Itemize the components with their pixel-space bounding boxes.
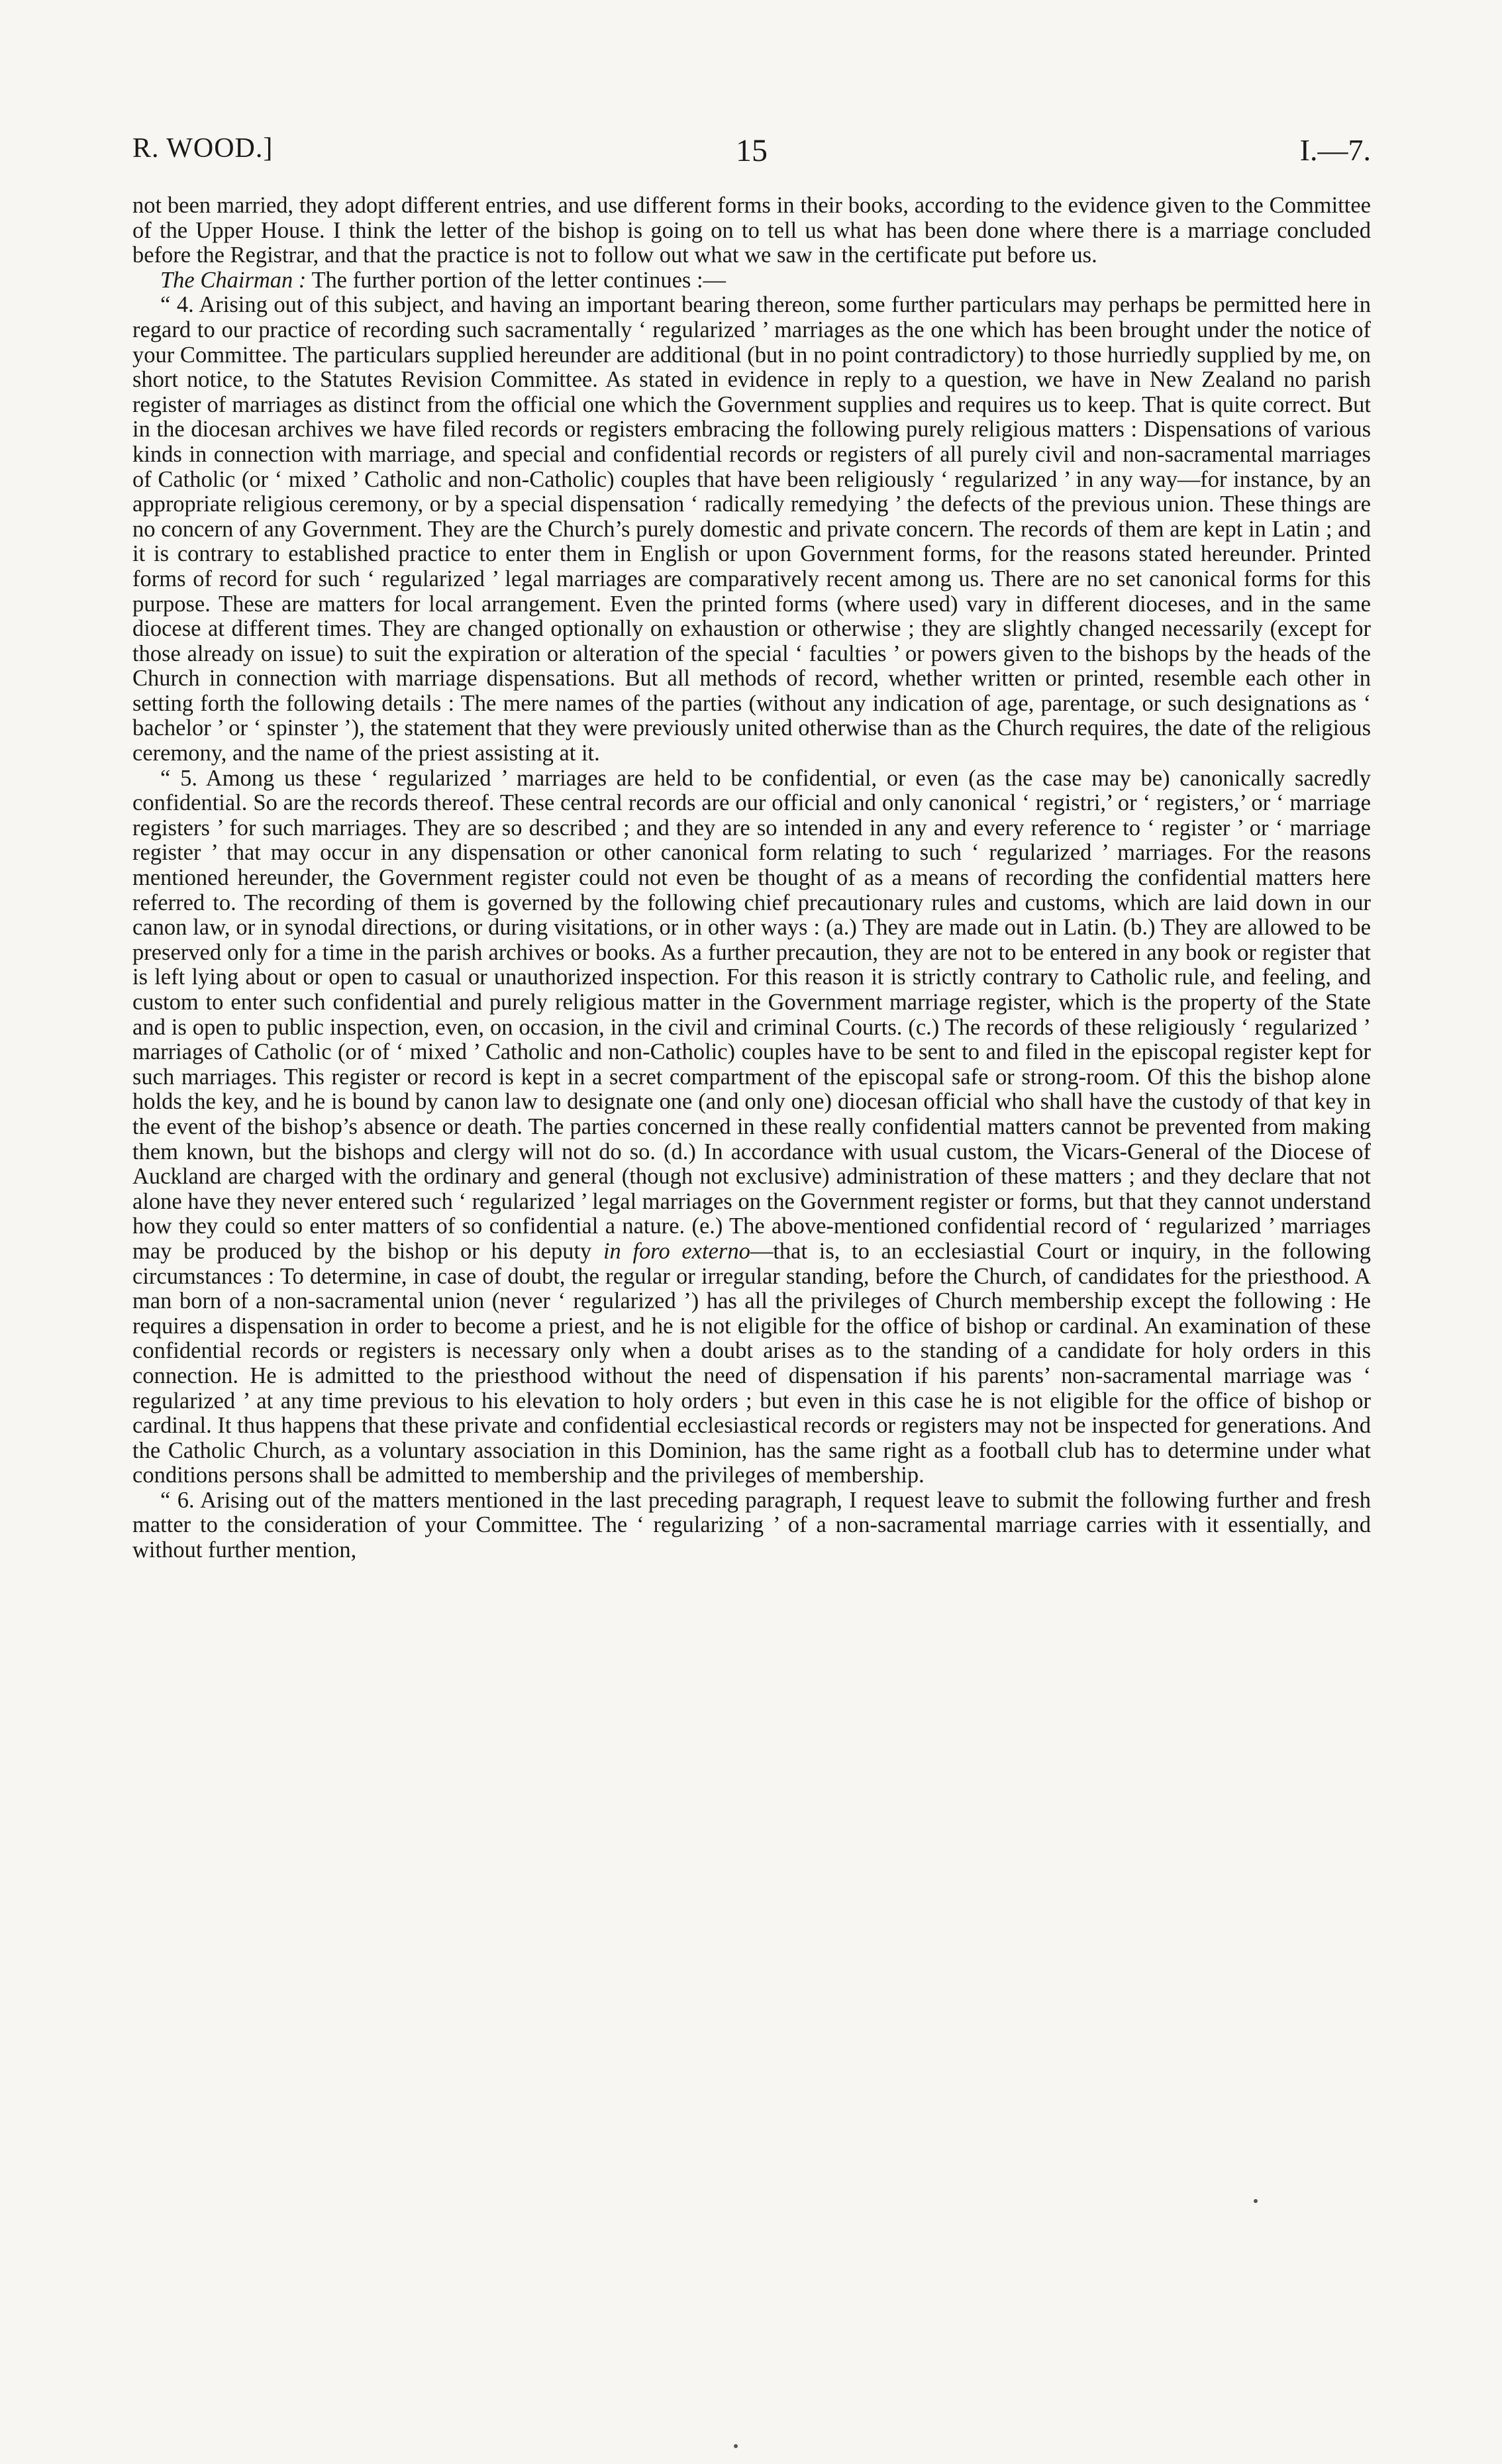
paragraph-5 [132, 766, 1371, 1488]
page-number: 15 [736, 133, 768, 168]
paragraph-5-text-b: —that is, to an ecclesiastial Court or inquiry, in the following circumstances : To determine, in case of doubt, the regular or irregular standing, before the Church, of candidates for the priesthood. A man born of a non-sacramental union (never ‘ regularized ’) has all the privileges of Church membership except the following : He requires a dispensation in order to become a priest, and he is not eligible for the office of bishop or cardinal. An examination of these confidential records or registers is necessary only when a doubt arises as to the standing of a candidate for holy orders in this connection. He is admitted to the priesthood without the need of dispensation if his parents’ non-sacramental marriage was ‘ regularized ’ at any time previous to his elevation to holy orders ; but even in this case he is not eligible for the office of bishop or cardinal. It thus happens that these private and confidential ecclesiastical records or registers may not be inspected for generations. And the Catholic Church, as a voluntary association in this Dominion, has the same right as a football club has to determine under what conditions persons shall be admitted to membership and the privileges of membership. [132, 1238, 1372, 1488]
paragraph-chairman [132, 268, 1371, 293]
page-speck [1254, 2199, 1258, 2203]
paragraph-5-text-a: “ 5. Among us these ‘ regularized ’ marriages are held to be confidential, or even (as the case may be) canonically sacredly confidential. So are the records thereof. These central records are our official and only canonical ‘ registri,’ or ‘ registers,’ or ‘ marriage registers ’ for such marriages. They are so described ; and they are so intended in any and every reference to ‘ register ’ or ‘ marriage register ’ that may occur in any dispensation or other canonical form relating to such ‘ regularized ’ marriages. For the reasons mentioned hereunder, the Government register could not even be thought of as a means of recording the confidential matters here referred to. The recording of them is governed by the following chief precautionary rules and customs, which are laid down in our canon law, or in synodal directions, or during visitations, or in other ways : (a.) They are made out in Latin. (b.) They are allowed to be preserved only for a time in the parish archives or books. As a further precaution, they are not to be entered in any book or register that is left lying about or open to casual or unauthorized inspection. For this reason it is strictly contrary to Catholic rule, and feeling, and custom to enter such confidential and purely religious matter in the Government marriage register, which is the property of the State and is open to public inspection, even, on occasion, in the civil and criminal Courts. (c.) The records of these religiously ‘ regularized ’ marriages of Catholic (or of ‘ mixed ’ Catholic and non-Catholic) couples have to be sent to and filed in the episcopal register kept for such marriages. This register or record is kept in a secret compartment of the episcopal safe or strong-room. Of this the bishop alone holds the key, and he is bound by canon law to designate one (and only one) diocesan official who shall have the custody of that key in the event of the bishop’s absence or death. The parties concerned in these really confidential matters cannot be prevented from making them known, but the bishops and clergy will not do so. (d.) In accordance with usual custom, the Vicars-General of the Diocese of Auckland are charged with the ordinary and general (though not exclusive) administration of these matters ; and they declare that not alone have they never entered such ‘ regularized ’ legal marriages on the Government register or forms, but that they cannot understand how they could so enter matters of so confidential a nature. (e.) The above-mentioned confidential record of ‘ regularized ’ marriages may be produced by the bishop or his deputy [132, 765, 1371, 1264]
paragraph-5-latin: in foro externo [603, 1238, 750, 1264]
document-page [132, 132, 1371, 1563]
paragraph-continuation: not been married, they adopt different entries, and use different forms in their books, according to the evidence given to the Committee of the Upper House. I think the letter of the bishop is going on to tell us what has been done where there is a marriage concluded before the Registrar, and that the practice is not to follow out what we saw in the certificate put before us. [132, 193, 1371, 268]
speaker-label: The Chairman : [160, 267, 307, 293]
speaker-text: The further portion of the letter continues :— [306, 267, 726, 293]
paper-reference: I.—7. [1299, 133, 1371, 167]
paragraph-4: “ 4. Arising out of this subject, and having an important bearing thereon, some further particulars may perhaps be permitted here in regard to our practice of recording such sacramentally ‘ regularized ’ marriages as the one which has been brought under the notice of your Committee. The particulars supplied hereunder are additional (but in no point contradictory) to those hurriedly supplied by me, on short notice, to the Statutes Revision Committee. As stated in evidence in reply to a question, we have in New Zealand no parish register of marriages as distinct from the official one which the Government supplies and requires us to keep. That is quite correct. But in the diocesan archives we have filed records or registers embracing the following purely religious matters : Dispensations of various kinds in connection with marriage, and special and confidential records or registers of all purely civil and non-sacramental marriages of Catholic (or ‘ mixed ’ Catholic and non-Catholic) couples that have been religiously ‘ regularized ’ in any way—for instance, by an appropriate religious ceremony, or by a special dispensation ‘ radically remedying ’ the defects of the previous union. These things are no concern of any Government. They are the Church’s purely domestic and private concern. The records of them are kept in Latin ; and it is contrary to established practice to enter them in English or upon Government forms, for the reasons stated hereunder. Printed forms of record for such ‘ regularized ’ legal marriages are comparatively recent among us. There are no set canonical forms for this purpose. These are matters for local arrangement. Even the printed forms (where used) vary in different dioceses, and in the same diocese at different times. They are changed optionally on exhaustion or otherwise ; they are slightly changed necessarily (except for those already on issue) to suit the expiration or alteration of the special ‘ faculties ’ or powers given to the bishops by the heads of the Church in connection with marriage dispensations. But all methods of record, whether written or printed, resemble each other in setting forth the following details : The mere names of the parties (without any indication of age, parentage, or such designations as ‘ bachelor ’ or ‘ spinster ’), the statement that they were previously united otherwise than as the Church requires, the date of the religious ceremony, and the name of the priest assisting at it. [132, 292, 1371, 766]
page-header [132, 132, 1371, 172]
paragraph-6: “ 6. Arising out of the matters mentioned in the last preceding paragraph, I request leave to submit the following further and fresh matter to the consideration of your Committee. The ‘ regularizing ’ of a non-sacramental marriage carries with it essentially, and without further mention, [132, 1487, 1371, 1563]
header-witness-name: R. WOOD.] [132, 133, 274, 164]
page-speck [734, 2444, 738, 2448]
document-body [132, 193, 1371, 1563]
